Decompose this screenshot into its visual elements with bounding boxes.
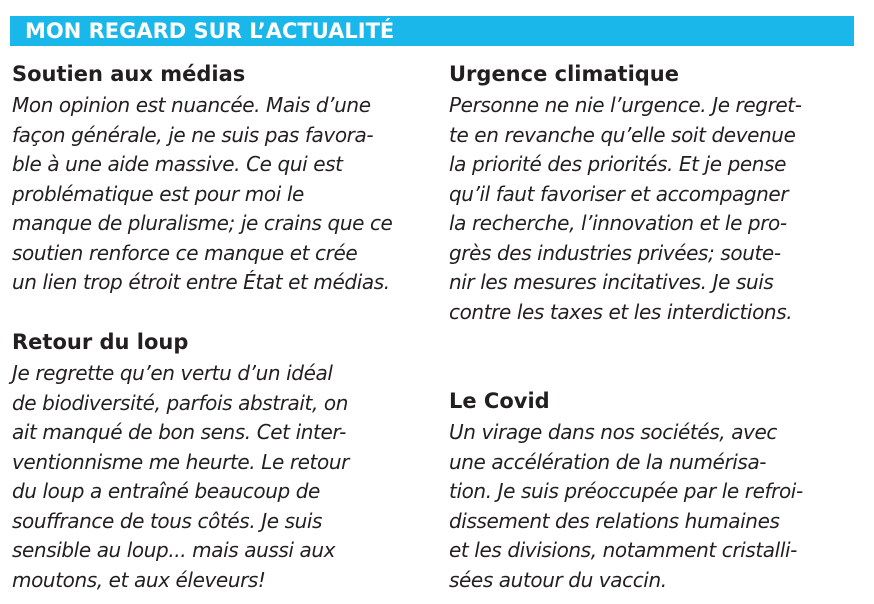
section-banner xyxy=(10,16,854,46)
body-line: ait manqué de bon sens. Cet inter- xyxy=(12,420,346,444)
section-covid xyxy=(449,387,869,595)
section-heading: Le Covid xyxy=(449,389,550,413)
body-line: nir les mesures incitatives. Je suis xyxy=(449,270,774,294)
body-line: sées autour du vaccin. xyxy=(449,567,667,592)
body-line: dissement des relations humaines xyxy=(449,508,780,533)
section-body xyxy=(12,359,432,595)
section-heading: Soutien aux médias xyxy=(12,62,246,86)
section-body xyxy=(12,91,432,298)
body-line: une accélération de la numérisa- xyxy=(449,449,767,474)
body-line: tion. Je suis préoccupée par le refroi- xyxy=(449,479,803,503)
body-line: de biodiversité, parfois abstrait, on xyxy=(12,390,349,415)
body-line: qu’il faut favoriser et accompagner xyxy=(449,181,789,206)
body-line: te en revanche qu’elle soit devenue xyxy=(449,122,796,147)
section-soutien-medias xyxy=(12,60,432,298)
section-heading: Urgence climatique xyxy=(449,62,679,86)
body-line: ble à une aide massive. Ce qui est xyxy=(12,152,343,176)
body-line: sensible au loup... mais aussi aux xyxy=(12,538,336,562)
body-line: grès des industries privées; soute- xyxy=(449,240,781,265)
section-body xyxy=(449,418,869,595)
body-line: la priorité des priorités. Et je pense xyxy=(449,152,786,176)
section-urgence-climatique xyxy=(449,60,869,327)
body-line: Personne ne nie l’urgence. Je regret- xyxy=(449,93,802,117)
body-line: manque de pluralisme; je crains que ce xyxy=(12,211,393,235)
body-line: et les divisions, notamment cristalli- xyxy=(449,538,797,562)
body-line: façon générale, je ne suis pas favora- xyxy=(12,122,374,147)
body-line: soutien renforce ce manque et crée xyxy=(12,240,358,265)
section-retour-loup xyxy=(12,328,432,595)
body-line: moutons, et aux éleveurs! xyxy=(12,567,266,592)
body-line: ventionnisme me heurte. Le retour xyxy=(12,449,349,474)
banner-title: MON REGARD SUR L’ACTUALITÉ xyxy=(25,19,395,43)
body-line: Mon opinion est nuancée. Mais d’une xyxy=(12,93,371,117)
body-line: souffrance de tous côtés. Je suis xyxy=(12,508,323,533)
body-line: contre les taxes et les interdictions. xyxy=(449,299,793,324)
body-line: Un virage dans nos sociétés, avec xyxy=(449,420,777,444)
section-heading: Retour du loup xyxy=(12,330,189,354)
body-line: du loup a entraîné beaucoup de xyxy=(12,479,320,503)
body-line: problématique est pour moi le xyxy=(12,181,304,206)
body-line: la recherche, l’innovation et le pro- xyxy=(449,211,787,235)
section-body xyxy=(449,91,869,327)
body-line: Je regrette qu’en vertu d’un idéal xyxy=(12,361,333,385)
body-line: un lien trop étroit entre État et médias. xyxy=(12,270,390,294)
